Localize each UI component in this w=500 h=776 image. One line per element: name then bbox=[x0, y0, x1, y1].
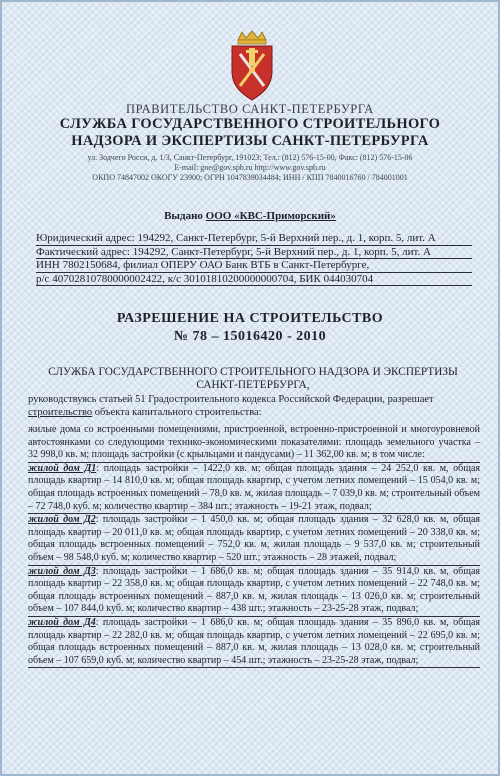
house-d2-name: жилой дом Д2 bbox=[28, 514, 96, 526]
requisites-block bbox=[36, 232, 472, 286]
intro-construction-word: строительство bbox=[28, 407, 93, 418]
coat-of-arms-emblem bbox=[224, 30, 280, 102]
service-address: ул. Зодчего Росси, д. 1/3, Санкт-Петербург, 191023; Тел.: (812) 576-15-00, Факс: (812) 576-15-06 bbox=[87, 153, 413, 162]
permit-title: РАЗРЕШЕНИЕ НА СТРОИТЕЛЬСТВО bbox=[116, 311, 384, 326]
intro-permission bbox=[28, 406, 478, 419]
actual-address: Фактический адрес: 194292, Санкт-Петербург, 5-й Верхний пер., д. 1, корп. 5, лит. А bbox=[36, 246, 472, 260]
house-d2 bbox=[28, 514, 480, 565]
intro-service-line2: САНКТ-ПЕТЕРБУРГА, bbox=[196, 379, 310, 391]
house-d2-text: : площадь застройки – 1 450,0 кв. м; общая площадь здания – 32 628,0 кв. м, общая площадь квартир – 20 011,0 кв. м; общая площадь квартир, с учетом летних помещений – 20 338,0 кв. м; общая площадь встроенных помещений – 752,0 кв. м, жилая площадь – 9 537,0 кв. м; строительный объем – 98 548,0 куб. м; количество квартир – 520 шт.; этажность – 28 этажей, подвал; bbox=[28, 514, 480, 563]
intro-object-text: объекта капитального строительства: bbox=[92, 407, 262, 418]
house-d4 bbox=[28, 617, 480, 668]
house-d3-text: : площадь застройки – 1 686,0 кв. м; общая площадь здания – 35 914,0 кв. м, общая площадь квартир – 22 358,0 кв. м; общая площадь квартир, с учетом летних помещений – 22 748,0 кв. м; общая площадь встроенных помещений – 887,0 кв. м, жилая площадь – 13 026,0 кв. м; строительный объем – 107 844,0 куб. м; количество квартир – 438 шт.; этажность – 23-25-28 этаж, подвал; bbox=[28, 565, 480, 615]
government-name: ПРАВИТЕЛЬСТВО САНКТ-ПЕТЕРБУРГА bbox=[126, 102, 374, 116]
issued-label: Выдано bbox=[164, 210, 203, 222]
service-name-line1: СЛУЖБА ГОСУДАРСТВЕННОГО СТРОИТЕЛЬНОГО bbox=[59, 116, 441, 132]
legal-address: Юридический адрес: 194292, Санкт-Петербург, 5-й Верхний пер., д. 1, корп. 5, лит. А bbox=[36, 232, 472, 246]
intro-service-line1: СЛУЖБА ГОСУДАРСТВЕННОГО СТРОИТЕЛЬНОГО НАДЗОРА И ЭКСПЕРТИЗЫ bbox=[48, 366, 458, 378]
service-name-line2: НАДЗОРА И ЭКСПЕРТИЗЫ САНКТ-ПЕТЕРБУРГА bbox=[71, 133, 429, 149]
house-d3 bbox=[28, 566, 480, 617]
permit-number: № 78 – 15016420 - 2010 bbox=[173, 329, 327, 344]
house-d1-text: : площадь застройки – 1422,0 кв. м; общая площадь здания – 24 252,0 кв. м, общая площадь квартир – 14 810,0 кв. м; общая площадь квартир, с учетом летних помещений – 15 054,0 кв. м; общая площадь встроенных помещений – 78,0 кв. м, жилая площадь – 7 039,0 кв. м; строительный объем – 72 748,0 куб. м; количество квартир – 384 шт.; этажность – 19-21 этаж, подвал; bbox=[28, 462, 480, 512]
house-d1 bbox=[28, 463, 480, 514]
issued-organization: ООО «КВС-Приморский» bbox=[205, 210, 336, 222]
house-d3-name: жилой дом Д3 bbox=[28, 565, 96, 577]
issued-to bbox=[2, 210, 498, 222]
permit-body bbox=[28, 424, 480, 668]
house-d4-text: : площадь застройки – 1 686,0 кв. м; общая площадь здания – 35 896,0 кв. м, общая площадь квартир – 22 282,0 кв. м; общая площадь квартир, с учетом летних помещений – 22 695,0 кв. м; общая площадь встроенных помещений – 887,0 кв. м, жилая площадь – 13 028,0 кв. м; строительный объем – 107 659,0 куб. м; количество квартир – 454 шт.; этажность – 23-25-28 этаж, подвал; bbox=[28, 616, 480, 666]
service-codes: ОКПО 74847002 ОКОГУ 23900; ОГРН 1047839034484; ИНН / КПП 7840016760 / 784001001 bbox=[92, 173, 408, 182]
bank-details: ИНН 7802150684, филиал ОПЕРУ ОАО Банк ВТБ в Санкт-Петербурге, bbox=[36, 259, 472, 273]
house-d4-name: жилой дом Д4 bbox=[28, 616, 96, 628]
service-contacts: E-mail: gne@gov.spb.ru http://www.gov.spb.ru bbox=[174, 163, 326, 172]
intro-legal-basis: руководствуясь статьей 51 Градостроительного кодекса Российской Федерации, разрешает bbox=[28, 394, 434, 405]
house-d1-name: жилой дом Д1 bbox=[28, 462, 97, 474]
account-details: р/с 40702810780000002422, к/с 30101810200000000704, БИК 044030704 bbox=[36, 273, 472, 287]
object-summary: жилые дома со встроенными помещениями, пристроенной, встроенно-пристроенной и многоуровневой автостоянками со следующими технико-экономическими показателями: площадь земельного участка – 32 998,0 кв. м; площадь застройки (с крыльцами и пандусами) – 11 362,00 кв. м; в том числе: bbox=[28, 424, 480, 463]
